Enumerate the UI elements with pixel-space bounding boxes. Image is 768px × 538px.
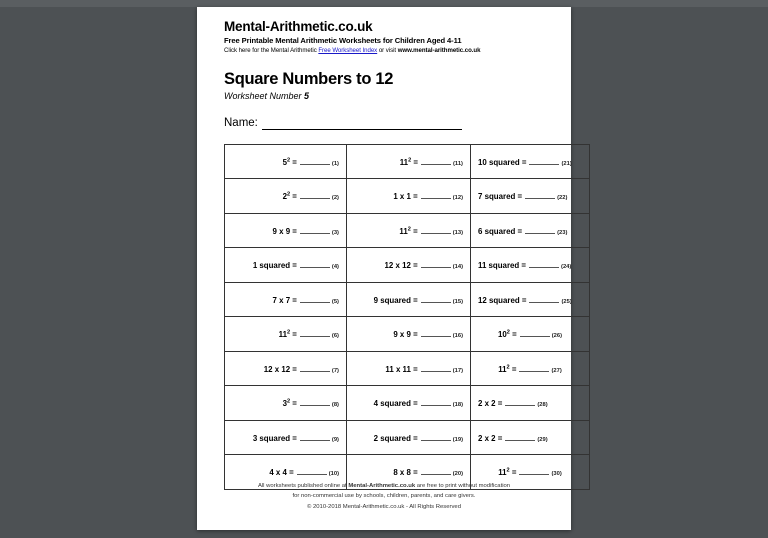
problem-cell[interactable] xyxy=(225,213,347,248)
problem-text: $5^2$ = xyxy=(282,157,297,167)
table-row xyxy=(225,282,590,317)
name-row xyxy=(224,118,544,130)
problem-text: $11^2$ = xyxy=(498,467,517,478)
answer-blank[interactable] xyxy=(421,363,451,372)
problem-cell[interactable] xyxy=(347,282,471,317)
problem-text: $11^2$ = xyxy=(399,226,418,236)
page-title: Square Numbers to 12 xyxy=(224,69,394,88)
answer-blank[interactable] xyxy=(421,328,451,337)
answer-blank[interactable] xyxy=(421,294,451,303)
question-number: (3) xyxy=(331,229,339,236)
question-number: (29) xyxy=(537,436,548,443)
problem-text: 12 squared = xyxy=(478,295,527,305)
problem-cell[interactable] xyxy=(347,144,471,179)
question-number: (12) xyxy=(452,195,463,202)
question-number: (9) xyxy=(331,436,339,443)
footer-site-name: Mental-Arithmetic.co.uk xyxy=(348,483,416,490)
free-worksheet-index-link[interactable]: Free Worksheet Index xyxy=(318,46,378,54)
problem-cell[interactable] xyxy=(471,213,590,248)
exponent: 2 xyxy=(286,329,291,336)
problem-cell[interactable] xyxy=(471,386,590,421)
answer-blank[interactable] xyxy=(300,156,330,165)
question-number: (8) xyxy=(331,402,339,409)
problem-text: $11^2$ = xyxy=(278,329,297,340)
exponent: 2 xyxy=(286,398,291,405)
problem-cell[interactable] xyxy=(471,248,590,283)
worksheet-number-value: 5 xyxy=(304,90,310,101)
answer-blank[interactable] xyxy=(505,432,535,441)
problem-text: 2 squared = xyxy=(373,433,418,443)
answer-blank[interactable] xyxy=(421,156,451,165)
problem-text: 4 squared = xyxy=(373,399,418,409)
answer-blank[interactable] xyxy=(297,466,327,475)
problem-text: $3^2$ = xyxy=(282,398,297,409)
problem-cell[interactable] xyxy=(347,420,471,455)
problem-text: 1 squared = xyxy=(252,261,297,271)
footer-line-2: for non-commercial use by schools, children, parents, and care givers. xyxy=(292,493,476,500)
problem-text: $11^2$ = xyxy=(399,157,418,167)
question-number: (15) xyxy=(452,298,463,305)
table-row xyxy=(225,420,590,455)
question-number: (2) xyxy=(331,195,339,202)
answer-blank[interactable] xyxy=(300,225,330,234)
table-row xyxy=(225,144,590,179)
problem-text: 6 squared = xyxy=(478,226,523,236)
site-subline-before: Click here for the Mental Arithmetic xyxy=(224,46,319,54)
problem-text: 8 x 8 = xyxy=(393,468,418,478)
problem-text: 12 x 12 = xyxy=(263,364,297,374)
table-row xyxy=(225,213,590,248)
answer-blank[interactable] xyxy=(529,156,559,165)
problem-cell[interactable] xyxy=(225,386,347,421)
question-number: (1) xyxy=(331,160,339,167)
question-number: (13) xyxy=(452,229,463,236)
question-number: (21) xyxy=(561,160,572,167)
name-input-line[interactable] xyxy=(262,118,462,130)
footer-line-1 xyxy=(197,481,571,491)
question-number: (16) xyxy=(452,333,463,340)
question-number: (23) xyxy=(557,229,568,236)
problem-cell[interactable] xyxy=(347,179,471,214)
site-name: Mental-Arithmetic.co.uk xyxy=(224,19,373,34)
problem-text: 9 x 9 = xyxy=(393,330,418,340)
question-number: (24) xyxy=(561,264,572,271)
question-number: (5) xyxy=(331,298,339,305)
problem-text: 2 x 2 = xyxy=(478,433,503,443)
answer-blank[interactable] xyxy=(300,190,330,199)
problem-cell[interactable] xyxy=(225,248,347,283)
problem-text: 9 x 9 = xyxy=(272,226,297,236)
site-subline xyxy=(224,47,544,54)
problem-cell[interactable] xyxy=(225,179,347,214)
problem-text: 12 x 12 = xyxy=(384,261,418,271)
answer-blank[interactable] xyxy=(300,328,330,337)
worksheet-number-label: Worksheet Number xyxy=(224,90,305,101)
answer-blank[interactable] xyxy=(421,190,451,199)
question-number: (10) xyxy=(328,471,339,478)
question-number: (20) xyxy=(452,471,463,478)
answer-blank[interactable] xyxy=(300,432,330,441)
question-number: (30) xyxy=(551,471,562,478)
problem-text: 2 x 2 = xyxy=(478,399,503,409)
exponent: 2 xyxy=(286,191,291,198)
worksheet-page xyxy=(197,7,571,530)
problem-text: 11 x 11 = xyxy=(385,364,418,374)
problem-cell[interactable] xyxy=(225,317,347,352)
problem-text: 11 squared = xyxy=(478,261,527,271)
problem-text: 3 squared = xyxy=(252,433,297,443)
question-number: (11) xyxy=(453,160,463,167)
answer-blank[interactable] xyxy=(519,363,549,372)
question-number: (28) xyxy=(537,402,548,409)
question-number: (18) xyxy=(452,402,463,409)
answer-blank[interactable] xyxy=(421,432,451,441)
exponent: 2 xyxy=(506,467,510,474)
question-number: (7) xyxy=(331,367,339,374)
footer-line-3: © 2010-2018 Mental-Arithmetic.co.uk - All Rights Reserved xyxy=(307,503,461,510)
problem-cell[interactable] xyxy=(471,351,590,386)
page-footer xyxy=(197,481,571,512)
answer-blank[interactable] xyxy=(529,259,559,268)
answer-blank[interactable] xyxy=(300,397,330,406)
question-number: (22) xyxy=(557,195,568,202)
problem-cell[interactable] xyxy=(347,213,471,248)
answer-blank[interactable] xyxy=(421,466,451,475)
answer-blank[interactable] xyxy=(525,190,555,199)
question-number: (6) xyxy=(331,333,339,340)
question-number: (4) xyxy=(331,264,339,271)
table-row xyxy=(225,351,590,386)
problem-text: $11^2$ = xyxy=(498,364,517,374)
answer-blank[interactable] xyxy=(421,397,451,406)
problem-cell[interactable] xyxy=(347,248,471,283)
problem-text: $10^2$ = xyxy=(497,329,517,340)
exponent: 2 xyxy=(286,157,291,164)
problem-cell[interactable] xyxy=(471,420,590,455)
problem-cell[interactable] xyxy=(225,420,347,455)
problem-cell[interactable] xyxy=(347,386,471,421)
exponent: 2 xyxy=(506,364,510,371)
worksheet-number xyxy=(224,91,544,101)
problem-text: 7 squared = xyxy=(478,192,523,202)
problem-cell[interactable] xyxy=(471,282,590,317)
question-number: (14) xyxy=(452,264,463,271)
site-subline-middle: or visit xyxy=(377,46,398,54)
problem-text: 4 x 4 = xyxy=(269,468,294,478)
problem-cell[interactable] xyxy=(347,351,471,386)
exponent: 2 xyxy=(506,329,510,336)
problem-cell[interactable] xyxy=(225,351,347,386)
answer-blank[interactable] xyxy=(529,294,559,303)
question-number: (27) xyxy=(551,367,562,374)
site-url-text: www.mental-arithmetic.co.uk xyxy=(397,46,481,54)
exponent: 2 xyxy=(407,226,411,233)
problem-cell[interactable] xyxy=(347,317,471,352)
question-number: (26) xyxy=(551,333,563,340)
answer-blank[interactable] xyxy=(519,466,549,475)
question-number: (25) xyxy=(561,298,572,305)
problem-cell[interactable] xyxy=(471,317,590,352)
footer-line-1-before: All worksheets published online at xyxy=(257,483,349,490)
footer-line-1-after: are free to print without modification xyxy=(415,483,511,490)
problem-text: 7 x 7 = xyxy=(272,295,297,305)
table-row xyxy=(225,317,590,352)
problem-text: 10 squared = xyxy=(478,157,527,167)
problem-cell[interactable] xyxy=(471,179,590,214)
page-content xyxy=(224,19,572,490)
viewer-top-bar xyxy=(0,0,768,7)
table-row xyxy=(225,248,590,283)
answer-blank[interactable] xyxy=(300,259,330,268)
problems-table xyxy=(224,144,590,490)
table-row xyxy=(225,179,590,214)
name-label: Name: xyxy=(224,117,258,130)
answer-blank[interactable] xyxy=(525,225,555,234)
problems-table-body xyxy=(225,144,590,489)
question-number: (17) xyxy=(452,367,463,374)
problem-text: 9 squared = xyxy=(373,295,418,305)
problem-text: 1 x 1 = xyxy=(393,192,418,202)
site-tagline: Free Printable Mental Arithmetic Worksheets for Children Aged 4-11 xyxy=(224,35,462,45)
answer-blank[interactable] xyxy=(505,397,535,406)
answer-blank[interactable] xyxy=(421,259,451,268)
question-number: (19) xyxy=(452,436,463,443)
exponent: 2 xyxy=(408,157,412,164)
answer-blank[interactable] xyxy=(421,225,451,234)
answer-blank[interactable] xyxy=(520,328,550,337)
answer-blank[interactable] xyxy=(300,294,330,303)
answer-blank[interactable] xyxy=(300,363,330,372)
problem-cell[interactable] xyxy=(225,144,347,179)
problem-cell[interactable] xyxy=(471,144,590,179)
problem-cell[interactable] xyxy=(225,282,347,317)
table-row xyxy=(225,386,590,421)
problem-text: $2^2$ = xyxy=(282,191,297,202)
